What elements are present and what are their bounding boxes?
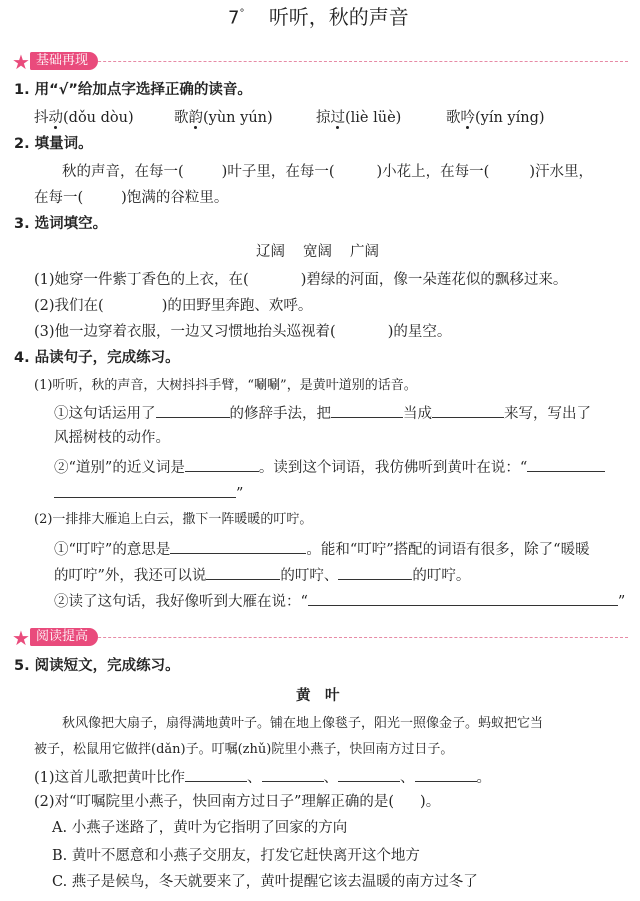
star-icon: ★ bbox=[12, 50, 30, 74]
text-line: 秋的声音，在每一( )叶子里，在每一( )小花上，在每一( )汗水里， bbox=[62, 164, 593, 180]
text-line: (2)我们在( )的田野里奔跑、欢呼。 bbox=[34, 298, 313, 314]
passage-text: 秋风像把大扇子，扇得满地黄叶子。铺在地上像毯子，阳光一照像金子。蚂蚁把它当 bbox=[62, 716, 544, 731]
star-icon: ★ bbox=[12, 626, 30, 650]
lesson-name: 听听，秋的声音 bbox=[268, 4, 409, 29]
banner-divider bbox=[68, 61, 628, 62]
text-line: 在每一( )饱满的谷粒里。 bbox=[34, 190, 229, 206]
passage-title: 黄 叶 bbox=[296, 688, 340, 704]
passage-text: 被子，松鼠用它做拌(dǎn)子。叮嘱(zhǔ)院里小燕子，快回南方过日子。 bbox=[34, 742, 454, 757]
text-line: 风摇树枝的动作。 bbox=[54, 430, 170, 446]
text-line: ①这句话运用了 的修辞手法，把 当成 来写，写出了 bbox=[54, 402, 591, 424]
pinyin-item: 掠过(liè lüè) bbox=[316, 110, 402, 126]
section-banner-basic bbox=[8, 52, 628, 72]
question-4-heading: 4. 品读句子，完成练习。 bbox=[14, 350, 180, 366]
text-line: ②读了这句话，我好像听到大雁在说：“ ” bbox=[54, 590, 625, 612]
text-line: (1)她穿一件紫丁香色的上衣，在( )碧绿的河面，像一朵莲花似的飘移过来。 bbox=[34, 272, 568, 288]
pinyin-item: 歌吟(yín yíng) bbox=[446, 110, 545, 126]
section-label: 基础再现 bbox=[30, 52, 98, 70]
question-2-heading: 2. 填量词。 bbox=[14, 136, 93, 152]
question-3-heading: 3. 选词填空。 bbox=[14, 216, 108, 232]
text-line: (1)这首儿歌把黄叶比作 、 、 、 。 bbox=[34, 766, 491, 788]
question-1-heading: 1. 用“√”给加点字选择正确的读音。 bbox=[14, 82, 252, 98]
text-line: 的叮咛”外，我还可以说 的叮咛、 的叮咛。 bbox=[54, 564, 470, 586]
text-line: (2)对“叮嘱院里小燕子，快回南方过日子”理解正确的是( )。 bbox=[34, 794, 441, 810]
word-choices: 辽阔 宽阔 广阔 bbox=[256, 244, 379, 260]
option-b: B. 黄叶不愿意和小燕子交朋友，打发它赶快离开这个地方 bbox=[52, 848, 420, 864]
quoted-sentence: (2)一排排大雁追上白云，撒下一阵暖暖的叮咛。 bbox=[34, 512, 313, 527]
section-banner-reading bbox=[8, 628, 628, 648]
text-line: (3)他一边穿着衣服，一边又习惯地抬头巡视着( )的星空。 bbox=[34, 324, 452, 340]
option-c: C. 燕子是候鸟，冬天就要来了，黄叶提醒它该去温暖的南方过冬了 bbox=[52, 874, 478, 890]
pinyin-item: 歌韵(yùn yún) bbox=[174, 110, 273, 126]
text-line: ①“叮咛”的意思是 。能和“叮咛”搭配的词语有很多，除了“暖暖 bbox=[54, 538, 590, 560]
banner-divider bbox=[68, 637, 628, 638]
section-label: 阅读提高 bbox=[30, 628, 98, 646]
lesson-title: 7° 听听，秋的声音 bbox=[228, 4, 409, 29]
pinyin-item: 抖动(dǒu dòu) bbox=[34, 110, 134, 126]
lesson-number: 7 bbox=[228, 7, 240, 29]
text-line: ” bbox=[54, 482, 243, 504]
question-5-heading: 5. 阅读短文，完成练习。 bbox=[14, 658, 180, 674]
text-line: ②“道别”的近义词是 。读到这个词语，我仿佛听到黄叶在说：“ bbox=[54, 456, 605, 478]
option-a: A. 小燕子迷路了，黄叶为它指明了回家的方向 bbox=[52, 820, 348, 836]
quoted-sentence: (1)听听，秋的声音，大树抖抖手臂，“唰唰”，是黄叶道别的话音。 bbox=[34, 378, 417, 393]
